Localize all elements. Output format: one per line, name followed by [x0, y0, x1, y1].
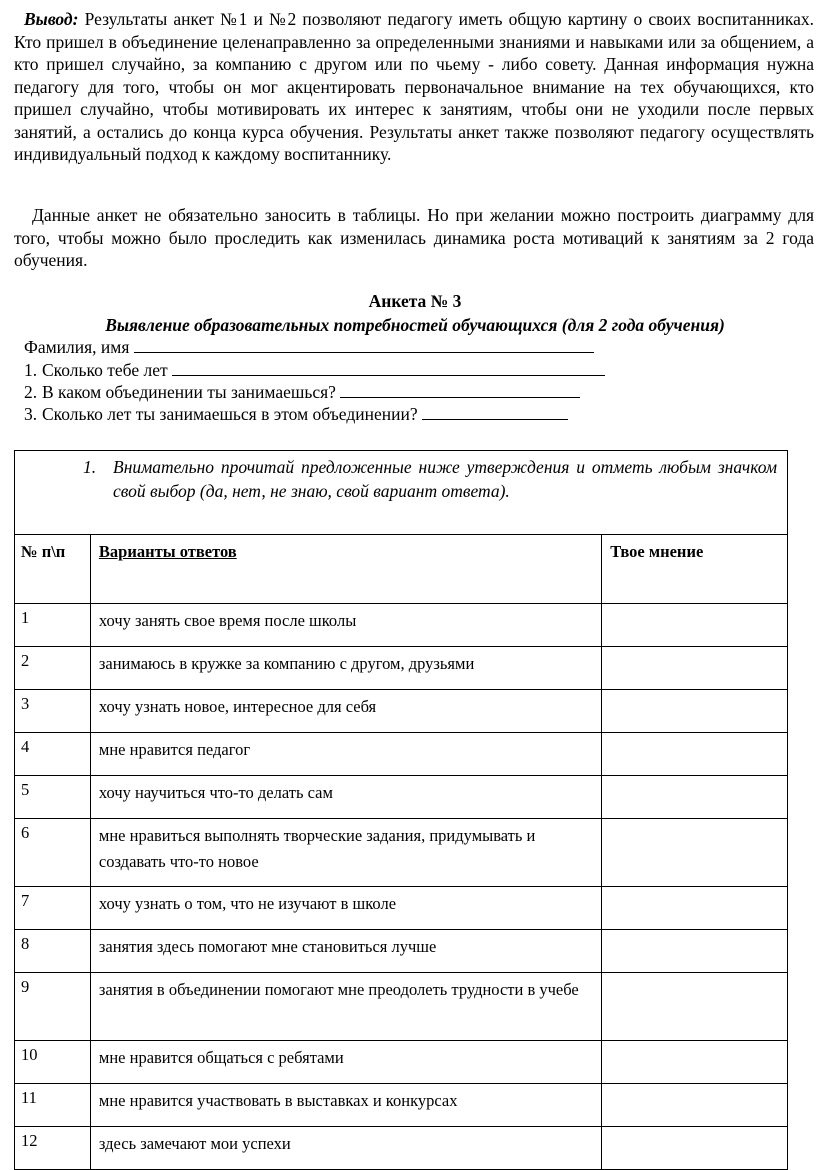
header-options: Варианты ответов [90, 535, 601, 604]
table-row [15, 776, 788, 819]
question-number: 1. [24, 360, 38, 380]
question-text: Сколько тебе лет [42, 360, 173, 380]
instruction-box [14, 450, 788, 535]
opinion-cell[interactable] [602, 930, 788, 973]
row-number: 2 [15, 647, 91, 690]
answer-input-line[interactable] [422, 404, 568, 420]
question-number: 3. [24, 404, 38, 424]
row-option: здесь замечают мои успехи [90, 1127, 601, 1170]
question-number: 2. [24, 382, 38, 402]
answer-input-line[interactable] [172, 360, 605, 376]
table-header-row [15, 535, 788, 604]
opinion-cell[interactable] [602, 647, 788, 690]
row-option: мне нравится общаться с ребятами [90, 1041, 601, 1084]
table-row [15, 1127, 788, 1170]
table-row [15, 930, 788, 973]
table-row [15, 1041, 788, 1084]
row-number: 11 [15, 1084, 91, 1127]
row-number: 12 [15, 1127, 91, 1170]
conclusion-label: Вывод: [24, 9, 79, 29]
conclusion-paragraph [14, 8, 814, 166]
name-field-row [24, 337, 594, 358]
opinion-cell[interactable] [602, 604, 788, 647]
row-option: хочу узнать новое, интересное для себя [90, 690, 601, 733]
row-option: мне нравиться выполнять творческие задания, придумывать и создавать что-то новое [90, 819, 601, 887]
answers-table [14, 534, 788, 1170]
table-row [15, 973, 788, 1041]
row-option: хочу научиться что-то делать сам [90, 776, 601, 819]
question-row-1 [24, 360, 605, 381]
table-row [15, 733, 788, 776]
row-option: занятия в объединении помогают мне преодолеть трудности в учебе [90, 973, 601, 1041]
diagram-paragraph: Данные анкет не обязательно заносить в таблицы. Но при желании можно построить диаграмму для того, чтобы можно было проследить как изменилась динамика роста мотиваций к занятиям за 2 года обучения. [14, 205, 814, 270]
table-row [15, 647, 788, 690]
row-number: 6 [15, 819, 91, 887]
name-label: Фамилия, имя [24, 337, 134, 357]
header-number: № п\п [15, 535, 91, 604]
header-opinion: Твое мнение [602, 535, 788, 604]
survey-subtitle: Выявление образовательных потребностей обучающихся (для 2 года обучения) [105, 315, 725, 335]
opinion-cell[interactable] [602, 690, 788, 733]
table-row [15, 690, 788, 733]
row-number: 9 [15, 973, 91, 1041]
table-row [15, 819, 788, 887]
row-number: 8 [15, 930, 91, 973]
row-option: мне нравится педагог [90, 733, 601, 776]
question-text: В каком объединении ты занимаешься? [42, 382, 341, 402]
opinion-cell[interactable] [602, 973, 788, 1041]
instruction-number: 1. [83, 457, 97, 477]
opinion-cell[interactable] [602, 887, 788, 930]
survey-title: Анкета № 3 [368, 291, 462, 311]
row-option: занимаюсь в кружке за компанию с другом, друзьями [90, 647, 601, 690]
answer-input-line[interactable] [340, 382, 580, 398]
table-row [15, 604, 788, 647]
opinion-cell[interactable] [602, 733, 788, 776]
name-input-line[interactable] [134, 337, 594, 353]
instruction [83, 455, 777, 503]
row-number: 7 [15, 887, 91, 930]
question-row-3 [24, 404, 568, 425]
row-number: 3 [15, 690, 91, 733]
conclusion-text: Результаты анкет №1 и №2 позволяют педагогу иметь общую картину о своих воспитанниках. Кто пришел в объединение целенаправленно за определенными знаниями и навыками или за общением, а кто пришел случайно, за компанию с другом или по чьему - либо совету. Данная информация нужна педагогу для того, чтобы он мог акцентировать первоначальное внимание на тех обучающихся, кто пришел случайно, чтобы мотивировать их интерес к занятиям, чтобы они не уходили после первых занятий, а остались до конца курса обучения. Результаты анкет также позволяют педагогу осуществлять индивидуальный подход к каждому воспитаннику. [14, 9, 814, 164]
opinion-cell[interactable] [602, 1127, 788, 1170]
question-text: Сколько лет ты занимаешься в этом объединении? [42, 404, 422, 424]
row-option: мне нравится участвовать в выставках и конкурсах [90, 1084, 601, 1127]
row-option: занятия здесь помогают мне становиться лучше [90, 930, 601, 973]
row-option: хочу узнать о том, что не изучают в школе [90, 887, 601, 930]
opinion-cell[interactable] [602, 1041, 788, 1084]
table-row [15, 887, 788, 930]
opinion-cell[interactable] [602, 819, 788, 887]
question-row-2 [24, 382, 580, 403]
instruction-text: Внимательно прочитай предложенные ниже утверждения и отметь любым значком свой выбор (да, нет, не знаю, свой вариант ответа). [113, 457, 777, 501]
opinion-cell[interactable] [602, 776, 788, 819]
row-number: 10 [15, 1041, 91, 1084]
table-row [15, 1084, 788, 1127]
row-option: хочу занять свое время после школы [90, 604, 601, 647]
opinion-cell[interactable] [602, 1084, 788, 1127]
row-number: 4 [15, 733, 91, 776]
row-number: 5 [15, 776, 91, 819]
row-number: 1 [15, 604, 91, 647]
